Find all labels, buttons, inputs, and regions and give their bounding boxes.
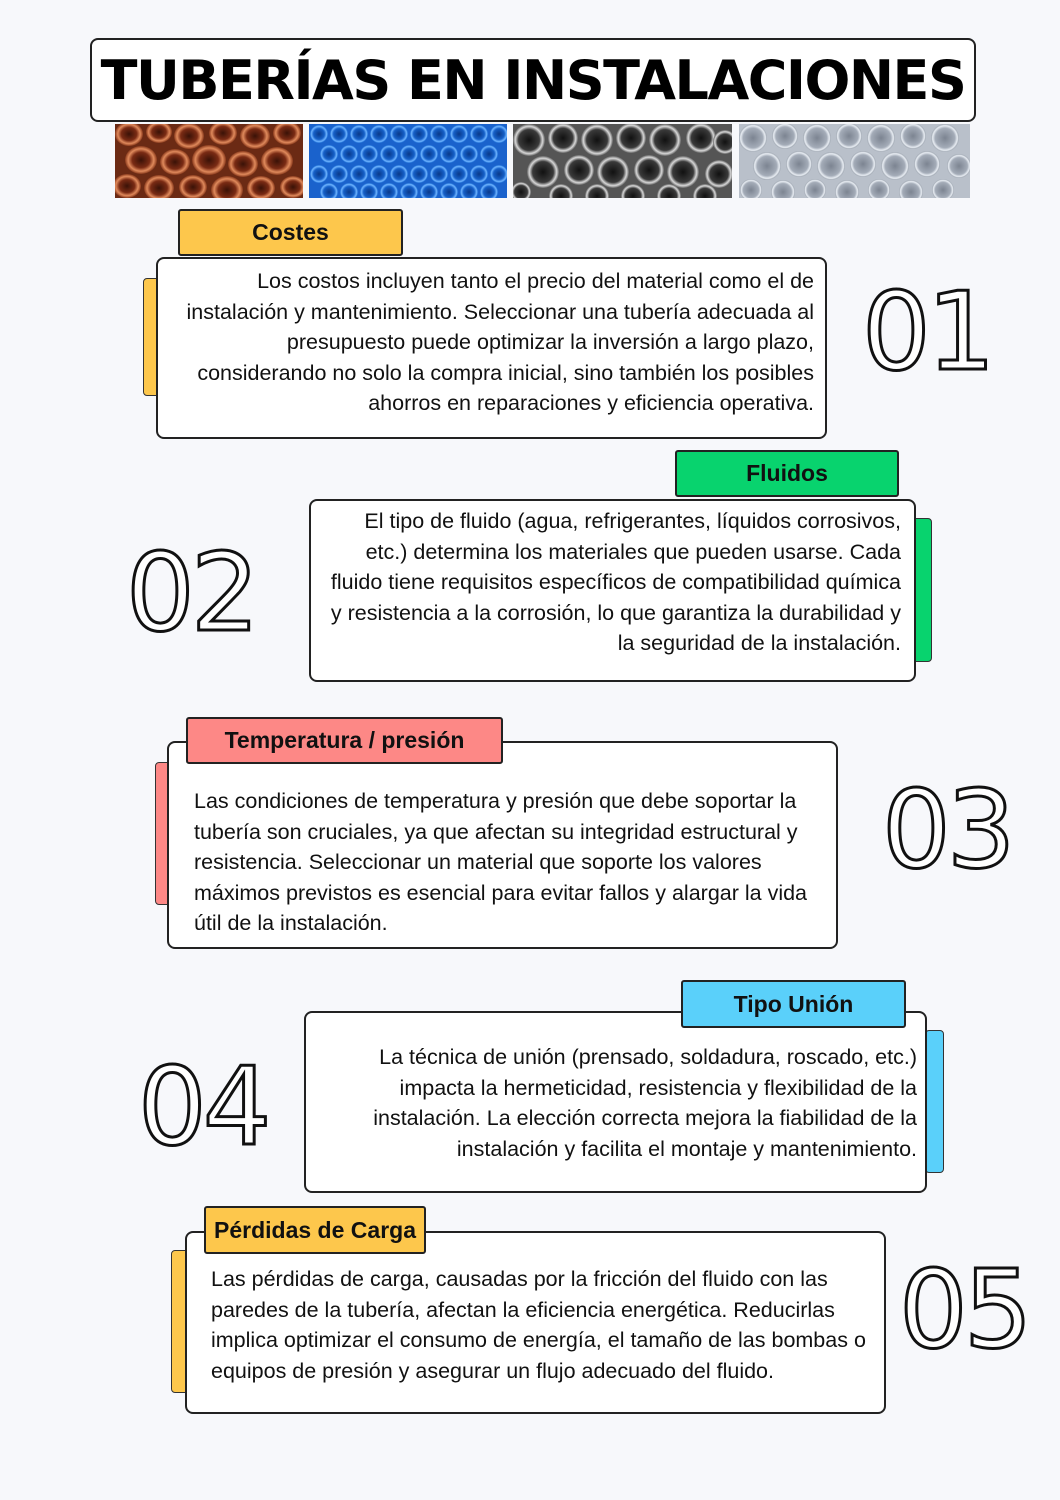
blue-pvc-pipes-icon bbox=[309, 124, 507, 198]
copper-pipes-icon bbox=[115, 124, 303, 198]
title-box bbox=[90, 38, 976, 122]
section-card bbox=[309, 499, 916, 682]
section-label bbox=[675, 450, 899, 497]
section-text: La técnica de unión (prensado, soldadura, roscado, etc.) impacta la hermeticidad, resistencia y flexibilidad de la instalación. La elección correcta mejora la fiabilidad de la instalación y facilita el montaje y mantenimiento. bbox=[373, 1045, 917, 1161]
section-card bbox=[185, 1231, 886, 1414]
section-label bbox=[204, 1206, 426, 1254]
section-text: Las pérdidas de carga, causadas por la fricción del fluido con las paredes de la tubería, afectan la eficiencia energética. Reducirlas implica optimizar el consumo de energía, el tamaño de las bombas o equipos de presión y asegurar un flujo adecuado del fluido. bbox=[211, 1267, 866, 1383]
section-card bbox=[167, 741, 838, 949]
steel-pipes-icon bbox=[513, 124, 732, 198]
section-label-text: Pérdidas de Carga bbox=[214, 1216, 416, 1243]
section-number: 02 bbox=[126, 531, 256, 656]
section-label-text: Temperatura / presión bbox=[224, 727, 465, 753]
section-text: El tipo de fluido (agua, refrigerantes, líquidos corrosivos, etc.) determina los materiales que pueden usarse. Cada fluido tiene requisitos específicos de compatibilidad química y resistencia a la corrosión, lo que garantiza la durabilidad y la seguridad de la instalación. bbox=[330, 509, 901, 655]
section-number: 05 bbox=[899, 1248, 1029, 1373]
section-label bbox=[186, 717, 503, 764]
section-number: 01 bbox=[862, 270, 992, 395]
section-card bbox=[156, 257, 827, 439]
section-accent-bar bbox=[925, 1030, 944, 1173]
section-card bbox=[304, 1011, 927, 1193]
section-label-text: Tipo Unión bbox=[733, 990, 854, 1017]
section-label bbox=[178, 209, 403, 256]
section-text: Las condiciones de temperatura y presión que debe soportar la tubería son cruciales, ya que afectan su integridad estructural y resistencia. Seleccionar un material que soporte los valores máximos previstos es esencial para evitar fallos y alargar la vida útil de la instalación. bbox=[194, 789, 808, 935]
section-text: Los costos incluyen tanto el precio del material como el de instalación y mantenimiento. Seleccionar una tubería adecuada al presupuesto puede optimizar la inversión a largo plazo, considerando no solo la compra inicial, sino también los posibles ahorros en reparaciones y eficiencia operativa. bbox=[186, 269, 814, 415]
page-title: TUBERÍAS EN INSTALACIONES bbox=[100, 48, 966, 112]
section-label-text: Fluidos bbox=[746, 460, 828, 486]
section-number: 04 bbox=[138, 1045, 268, 1170]
section-number: 03 bbox=[882, 768, 1012, 893]
section-label bbox=[681, 980, 906, 1028]
section-label-text: Costes bbox=[252, 219, 329, 245]
grey-pvc-pipes-icon bbox=[739, 124, 970, 198]
